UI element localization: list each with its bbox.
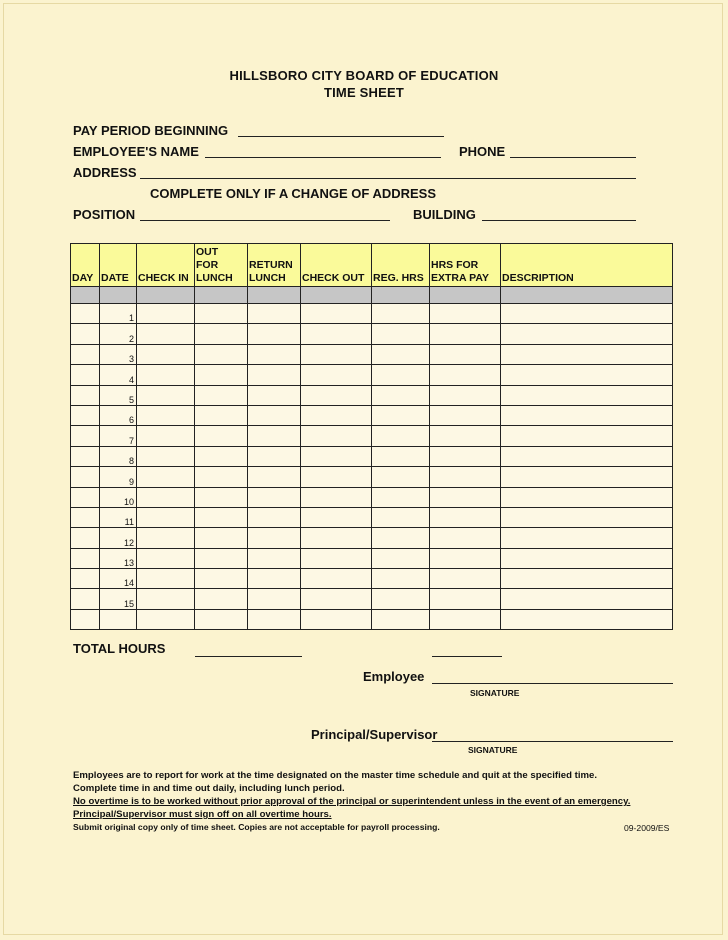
cell-day[interactable] [71, 405, 100, 425]
cell-return-lunch[interactable] [248, 344, 301, 364]
cell-check-out[interactable] [301, 467, 372, 487]
cell-reg-hrs[interactable] [372, 365, 430, 385]
table-row [71, 467, 673, 487]
cell-description[interactable] [501, 507, 673, 527]
cell-day[interactable] [71, 426, 100, 446]
cell-check-in[interactable] [137, 344, 195, 364]
cell-return-lunch[interactable] [248, 365, 301, 385]
cell-date[interactable]: 4 [100, 365, 137, 385]
table-row [71, 528, 673, 548]
cell-reg-hrs[interactable] [372, 467, 430, 487]
cell-hrs-extra-pay[interactable] [430, 487, 501, 507]
cell-hrs-extra-pay[interactable] [430, 365, 501, 385]
cell-reg-hrs[interactable] [372, 304, 430, 324]
cell-date[interactable]: 6 [100, 405, 137, 425]
cell-hrs-extra-pay[interactable] [430, 548, 501, 568]
cell-out-for-lunch[interactable] [195, 487, 248, 507]
cell-day[interactable] [71, 304, 100, 324]
cell-date[interactable]: 12 [100, 528, 137, 548]
sheet-title: TIME SHEET [323, 85, 404, 100]
cell-check-in[interactable] [137, 467, 195, 487]
cell-check-out[interactable] [301, 344, 372, 364]
cell-check-out[interactable] [301, 548, 372, 568]
table-subheader-row [71, 287, 673, 304]
cell-reg-hrs[interactable] [372, 548, 430, 568]
cell-return-lunch[interactable] [248, 446, 301, 466]
cell-out-for-lunch[interactable] [195, 507, 248, 527]
cell-out-for-lunch[interactable] [195, 528, 248, 548]
cell-return-lunch[interactable] [248, 467, 301, 487]
cell-check-out[interactable] [301, 609, 372, 629]
cell-description[interactable] [501, 589, 673, 609]
cell-return-lunch[interactable] [248, 405, 301, 425]
cell-out-for-lunch[interactable] [195, 426, 248, 446]
cell-date[interactable]: 2 [100, 324, 137, 344]
supervisor-signature-field[interactable] [432, 741, 673, 742]
cell-description[interactable] [501, 446, 673, 466]
col-header-check-out: CHECK OUT [301, 244, 372, 287]
cell-return-lunch[interactable] [248, 528, 301, 548]
cell-day[interactable] [71, 507, 100, 527]
cell-hrs-extra-pay[interactable] [430, 385, 501, 405]
cell-check-out[interactable] [301, 507, 372, 527]
building-label: BUILDING [413, 207, 476, 222]
table-row [71, 569, 673, 589]
address-field[interactable] [140, 178, 636, 179]
cell-check-in[interactable] [137, 365, 195, 385]
pay-period-field[interactable] [238, 136, 444, 137]
form-code: 09-2009/ES [624, 823, 670, 833]
cell-out-for-lunch[interactable] [195, 324, 248, 344]
total-extra-hours-field[interactable] [432, 656, 502, 657]
cell-description[interactable] [501, 385, 673, 405]
cell-description[interactable] [501, 467, 673, 487]
employee-signature-caption: SIGNATURE [470, 688, 520, 698]
cell-reg-hrs[interactable] [372, 528, 430, 548]
cell-return-lunch[interactable] [248, 426, 301, 446]
cell-return-lunch[interactable] [248, 507, 301, 527]
cell-return-lunch[interactable] [248, 385, 301, 405]
cell-hrs-extra-pay[interactable] [430, 569, 501, 589]
cell-check-in[interactable] [137, 528, 195, 548]
cell-day[interactable] [71, 365, 100, 385]
cell-day[interactable] [71, 589, 100, 609]
cell-out-for-lunch[interactable] [195, 344, 248, 364]
cell-day[interactable] [71, 548, 100, 568]
cell-date[interactable]: 5 [100, 385, 137, 405]
col-header-reg-hrs: REG. HRS [372, 244, 430, 287]
cell-check-in[interactable] [137, 446, 195, 466]
cell-description[interactable] [501, 405, 673, 425]
cell-out-for-lunch[interactable] [195, 569, 248, 589]
cell-check-out[interactable] [301, 426, 372, 446]
cell-check-out[interactable] [301, 589, 372, 609]
cell-reg-hrs[interactable] [372, 385, 430, 405]
cell-check-out[interactable] [301, 365, 372, 385]
employee-name-label: EMPLOYEE'S NAME [73, 144, 199, 159]
table-row [71, 324, 673, 344]
cell-hrs-extra-pay[interactable] [430, 405, 501, 425]
cell-check-in[interactable] [137, 324, 195, 344]
supervisor-signature-caption: SIGNATURE [468, 745, 518, 755]
cell-out-for-lunch[interactable] [195, 446, 248, 466]
cell-date[interactable] [100, 609, 137, 629]
employee-signature-field[interactable] [432, 683, 673, 684]
note-line-3: No overtime is to be worked without prior approval of the principal or superintendent unless in the event of an emergency. [73, 796, 631, 807]
cell-check-out[interactable] [301, 446, 372, 466]
note-line-1: Employees are to report for work at the time designated on the master time schedule and quit at the specified time. [73, 770, 598, 781]
cell-out-for-lunch[interactable] [195, 385, 248, 405]
address-note: COMPLETE ONLY IF A CHANGE OF ADDRESS [150, 186, 437, 201]
cell-reg-hrs[interactable] [372, 507, 430, 527]
cell-description[interactable] [501, 324, 673, 344]
org-title: HILLSBORO CITY BOARD OF EDUCATION [229, 68, 499, 83]
table-row [71, 344, 673, 364]
table-row [71, 609, 673, 629]
cell-description[interactable] [501, 528, 673, 548]
cell-date[interactable]: 7 [100, 426, 137, 446]
cell-out-for-lunch[interactable] [195, 589, 248, 609]
cell-date[interactable]: 13 [100, 548, 137, 568]
cell-hrs-extra-pay[interactable] [430, 324, 501, 344]
cell-date[interactable]: 10 [100, 487, 137, 507]
cell-check-out[interactable] [301, 304, 372, 324]
cell-reg-hrs[interactable] [372, 569, 430, 589]
cell-check-out[interactable] [301, 385, 372, 405]
cell-description[interactable] [501, 304, 673, 324]
cell-out-for-lunch[interactable] [195, 467, 248, 487]
col-header-description: DESCRIPTION [501, 244, 673, 287]
employee-name-field[interactable] [205, 157, 441, 158]
cell-return-lunch[interactable] [248, 548, 301, 568]
cell-return-lunch[interactable] [248, 569, 301, 589]
col-header-date: DATE [100, 244, 137, 287]
col-header-hrs-extra-pay: HRS FOR EXTRA PAY [430, 244, 501, 287]
employee-label: Employee [363, 669, 425, 684]
cell-return-lunch[interactable] [248, 609, 301, 629]
cell-date[interactable]: 15 [100, 589, 137, 609]
cell-date[interactable]: 3 [100, 344, 137, 364]
cell-reg-hrs[interactable] [372, 487, 430, 507]
cell-check-in[interactable] [137, 487, 195, 507]
col-header-day: DAY [71, 244, 100, 287]
table-row [71, 405, 673, 425]
supervisor-label: Principal/Supervisor [311, 727, 438, 742]
cell-hrs-extra-pay[interactable] [430, 304, 501, 324]
cell-day[interactable] [71, 446, 100, 466]
cell-out-for-lunch[interactable] [195, 548, 248, 568]
cell-date[interactable]: 1 [100, 304, 137, 324]
col-header-return-lunch: RETURN LUNCH [248, 244, 301, 287]
table-row [71, 385, 673, 405]
table-row [71, 548, 673, 568]
cell-check-out[interactable] [301, 324, 372, 344]
cell-day[interactable] [71, 324, 100, 344]
cell-day[interactable] [71, 569, 100, 589]
cell-hrs-extra-pay[interactable] [430, 467, 501, 487]
cell-date[interactable]: 11 [100, 507, 137, 527]
cell-check-in[interactable] [137, 548, 195, 568]
address-label: ADDRESS [73, 165, 137, 180]
cell-day[interactable] [71, 385, 100, 405]
cell-check-in[interactable] [137, 569, 195, 589]
cell-check-in[interactable] [137, 507, 195, 527]
cell-reg-hrs[interactable] [372, 344, 430, 364]
cell-return-lunch[interactable] [248, 487, 301, 507]
cell-day[interactable] [71, 528, 100, 548]
pay-period-label: PAY PERIOD BEGINNING [73, 123, 229, 138]
table-row [71, 446, 673, 466]
cell-description[interactable] [501, 487, 673, 507]
cell-return-lunch[interactable] [248, 589, 301, 609]
cell-date[interactable]: 9 [100, 467, 137, 487]
phone-field[interactable] [510, 157, 636, 158]
cell-check-in[interactable] [137, 589, 195, 609]
cell-return-lunch[interactable] [248, 324, 301, 344]
cell-out-for-lunch[interactable] [195, 609, 248, 629]
cell-hrs-extra-pay[interactable] [430, 426, 501, 446]
cell-reg-hrs[interactable] [372, 426, 430, 446]
cell-check-in[interactable] [137, 304, 195, 324]
cell-hrs-extra-pay[interactable] [430, 589, 501, 609]
cell-date[interactable]: 14 [100, 569, 137, 589]
cell-hrs-extra-pay[interactable] [430, 507, 501, 527]
cell-description[interactable] [501, 344, 673, 364]
col-header-out-for-lunch: OUT FOR LUNCH [195, 244, 248, 287]
cell-out-for-lunch[interactable] [195, 304, 248, 324]
cell-check-out[interactable] [301, 569, 372, 589]
cell-description[interactable] [501, 569, 673, 589]
table-row [71, 426, 673, 446]
cell-description[interactable] [501, 548, 673, 568]
note-line-5: Submit original copy only of time sheet. Copies are not acceptable for payroll processing. [73, 822, 440, 832]
cell-day[interactable] [71, 487, 100, 507]
phone-label: PHONE [459, 144, 506, 159]
total-reg-hours-field[interactable] [195, 656, 302, 657]
cell-hrs-extra-pay[interactable] [430, 344, 501, 364]
cell-description[interactable] [501, 426, 673, 446]
cell-day[interactable] [71, 609, 100, 629]
cell-check-out[interactable] [301, 405, 372, 425]
note-line-2: Complete time in and time out daily, including lunch period. [73, 783, 345, 794]
table-row [71, 365, 673, 385]
cell-reg-hrs[interactable] [372, 609, 430, 629]
table-row [71, 304, 673, 324]
cell-return-lunch[interactable] [248, 304, 301, 324]
cell-check-out[interactable] [301, 528, 372, 548]
cell-reg-hrs[interactable] [372, 324, 430, 344]
note-line-4: Principal/Supervisor must sign off on all overtime hours. [73, 809, 332, 820]
cell-date[interactable]: 8 [100, 446, 137, 466]
cell-hrs-extra-pay[interactable] [430, 528, 501, 548]
cell-check-in[interactable] [137, 609, 195, 629]
table-row [71, 589, 673, 609]
cell-reg-hrs[interactable] [372, 589, 430, 609]
cell-description[interactable] [501, 609, 673, 629]
position-label: POSITION [73, 207, 136, 222]
building-field[interactable] [482, 220, 636, 221]
cell-out-for-lunch[interactable] [195, 405, 248, 425]
total-hours-label: TOTAL HOURS [73, 641, 166, 656]
cell-check-in[interactable] [137, 385, 195, 405]
col-header-check-in: CHECK IN [137, 244, 195, 287]
cell-check-in[interactable] [137, 405, 195, 425]
table-header-row [71, 244, 673, 287]
cell-description[interactable] [501, 365, 673, 385]
time-table [70, 243, 673, 630]
cell-reg-hrs[interactable] [372, 446, 430, 466]
cell-check-in[interactable] [137, 426, 195, 446]
cell-out-for-lunch[interactable] [195, 365, 248, 385]
cell-check-out[interactable] [301, 487, 372, 507]
table-row [71, 487, 673, 507]
cell-reg-hrs[interactable] [372, 405, 430, 425]
cell-hrs-extra-pay[interactable] [430, 446, 501, 466]
table-row [71, 507, 673, 527]
position-field[interactable] [140, 220, 390, 221]
cell-day[interactable] [71, 344, 100, 364]
cell-day[interactable] [71, 467, 100, 487]
cell-hrs-extra-pay[interactable] [430, 609, 501, 629]
